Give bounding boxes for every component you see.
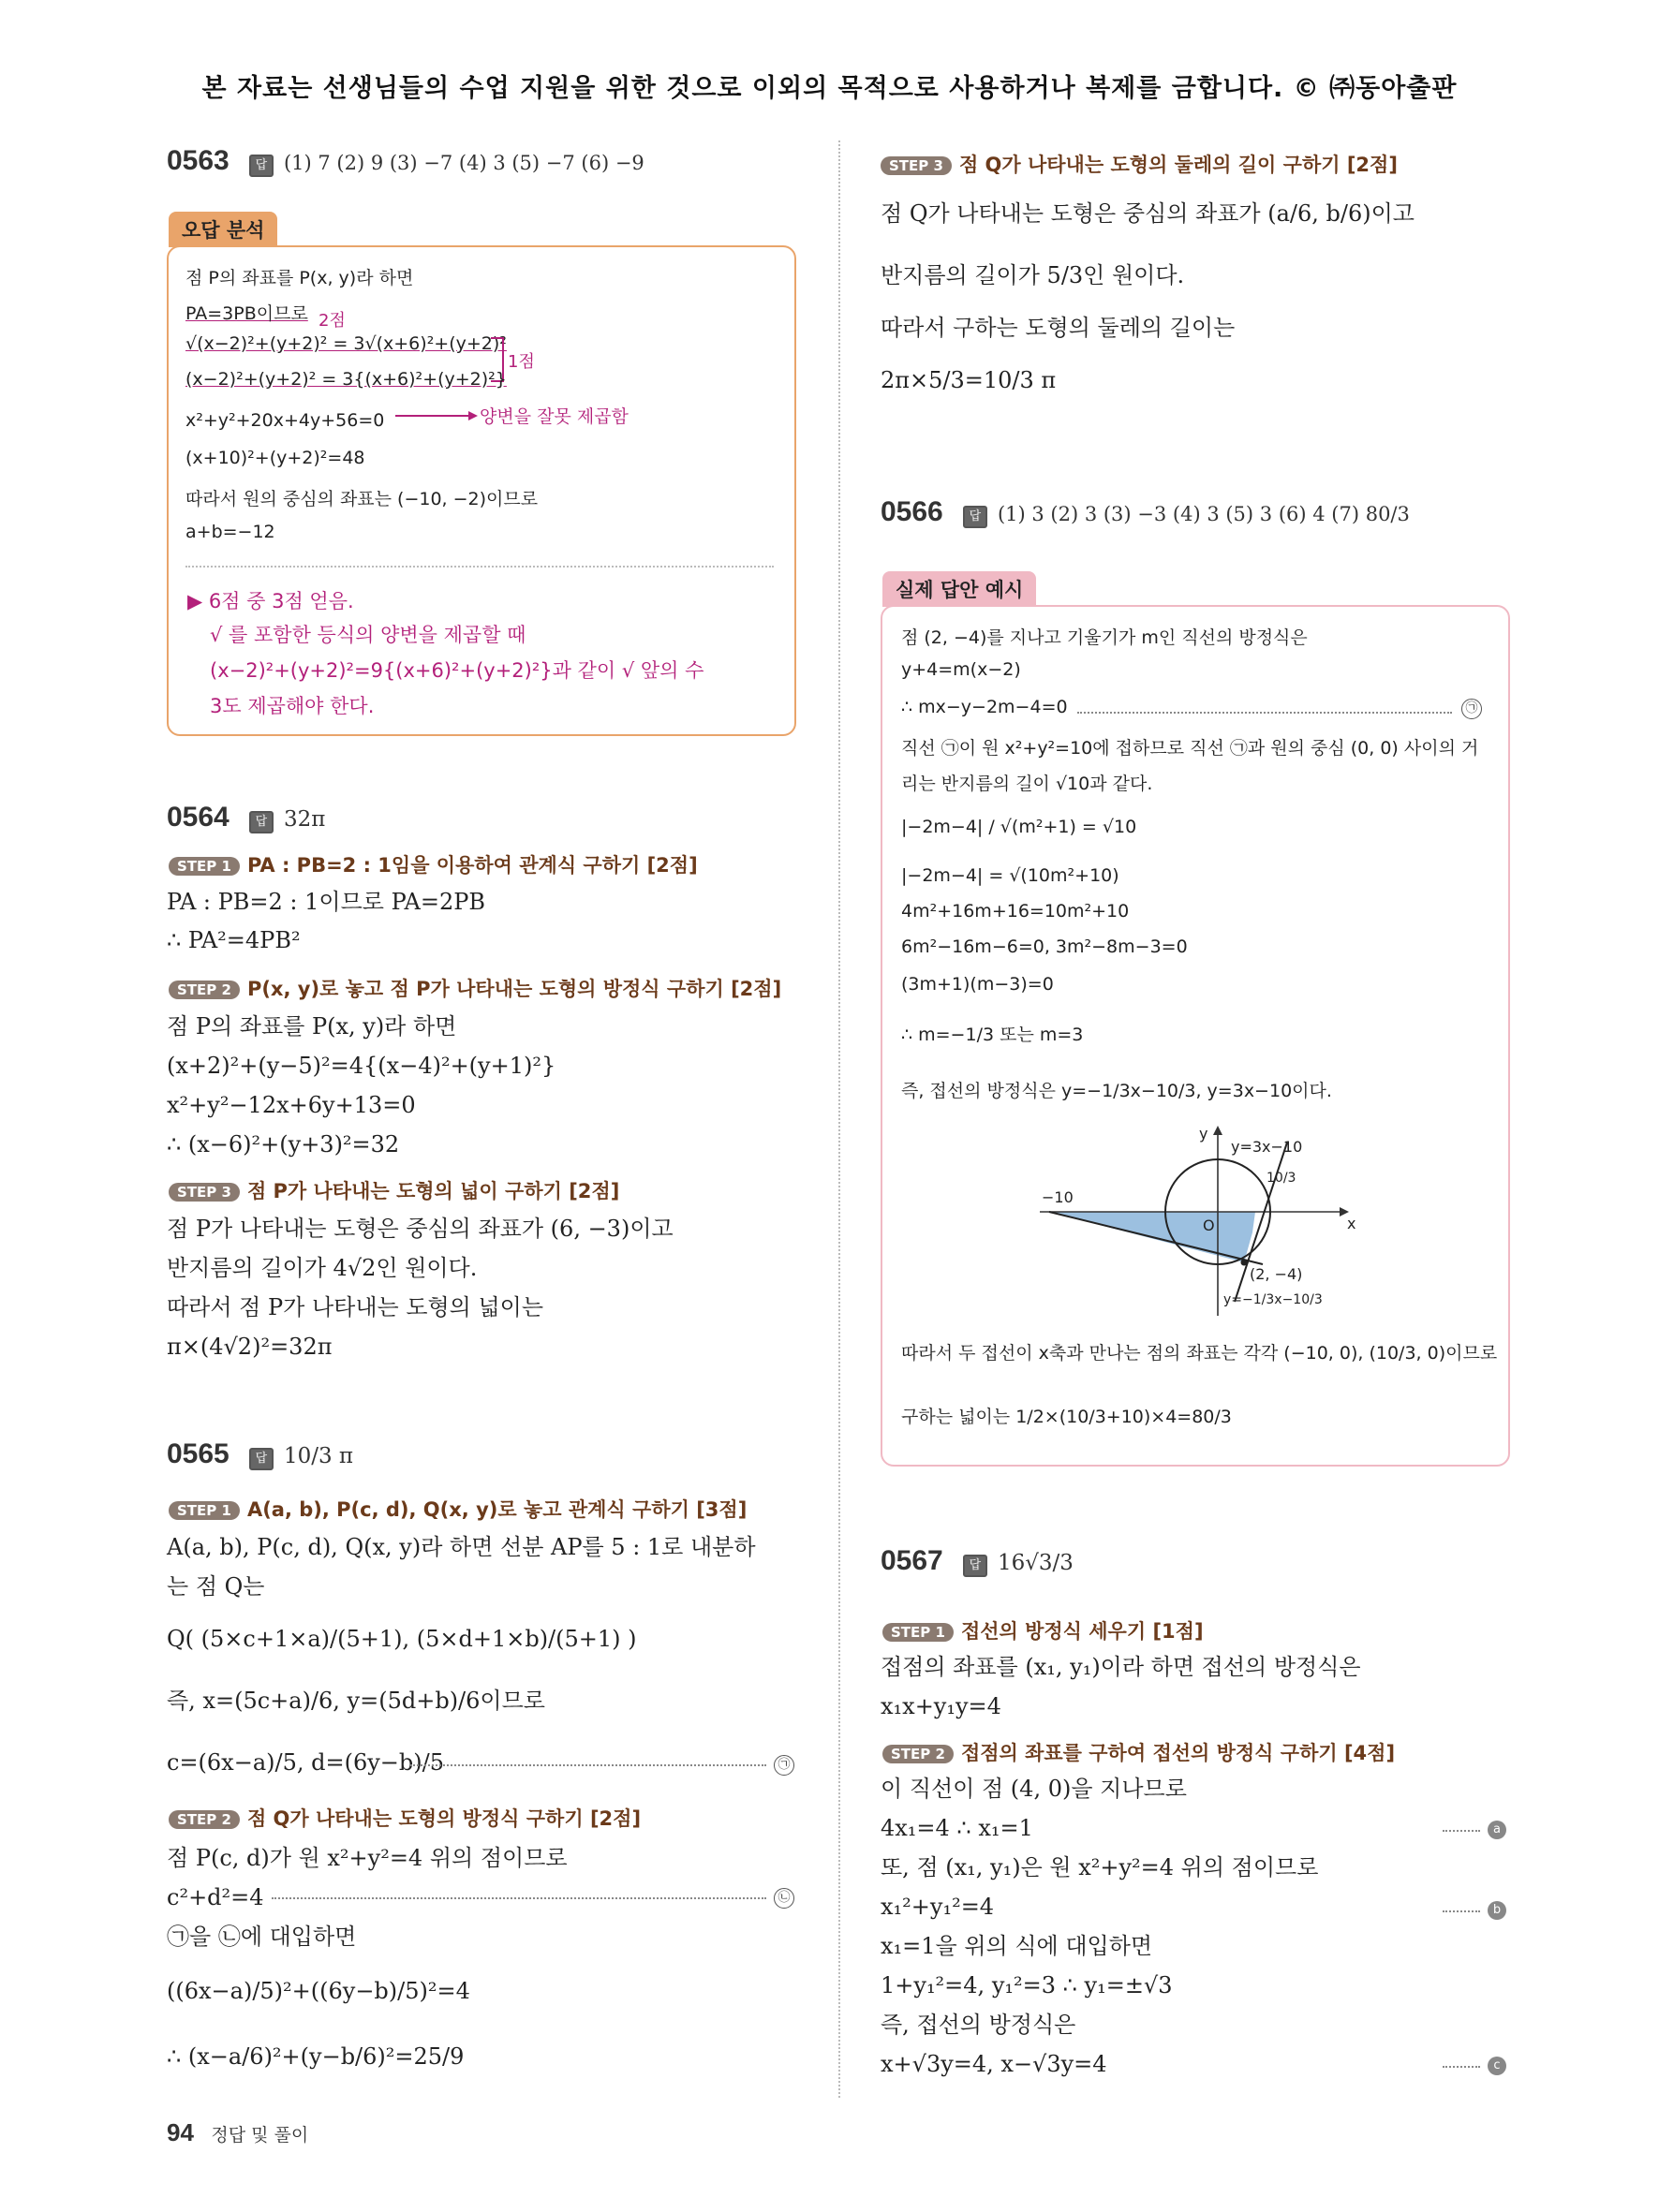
- p0565-s3-line-4: 2π×5/3=10/3 π: [881, 367, 1057, 393]
- s2-line-4: x₁²+y₁²=4: [881, 1894, 995, 1920]
- step-badge: STEP 1: [882, 1623, 954, 1642]
- answer: 32π: [283, 807, 326, 832]
- work-line-6: (x+10)²+(y+2)²=48: [185, 448, 365, 468]
- page-number: 94: [167, 2118, 194, 2146]
- s2-line-7: 즉, 접선의 방정식은: [881, 2012, 1076, 2038]
- p0565-s3-line-1: 점 Q가 나타내는 도형은 중심의 좌표가 (a/6, b/6)이고: [881, 200, 1415, 227]
- s1-line-5: c=(6x−a)/5, d=(6y−b)/5: [167, 1749, 444, 1776]
- y-axis-arrow: [1213, 1126, 1222, 1135]
- s1-line-1: 접점의 좌표를 (x₁, y₁)이라 하면 접선의 방정식은: [881, 1654, 1361, 1680]
- work-line-2: PA=3PB이므로: [185, 303, 308, 324]
- answer: 16√3/3: [997, 1551, 1074, 1575]
- s2-line-2: c²+d²=4: [167, 1884, 264, 1910]
- intercept-label-1: −10: [1042, 1188, 1074, 1206]
- feedback-line-2: √ 를 포함한 등식의 양변을 제곱할 때: [210, 624, 526, 646]
- answer-icon: 답: [249, 155, 274, 177]
- answers: (1) 7 (2) 9 (3) −7 (4) 3 (5) −7 (6) −9: [283, 152, 644, 174]
- sample-line-2: y+4=m(x−2): [901, 659, 1021, 680]
- marker-a: a: [1488, 1821, 1506, 1839]
- leader-dots: [410, 1764, 766, 1766]
- leader-dots: [1077, 712, 1452, 714]
- problem-number: 0564: [167, 802, 230, 833]
- sample-line-13: 따라서 두 접선이 x축과 만나는 점의 좌표는 각각 (−10, 0), (10/3, 0)이므로: [901, 1343, 1498, 1364]
- column-divider: [838, 140, 840, 2098]
- step-badge: STEP 1: [169, 857, 240, 876]
- s2-line-1: 점 P(c, d)가 원 x²+y²=4 위의 점이므로: [167, 1845, 568, 1871]
- s2-line-4: ∴ (x−6)²+(y+3)²=32: [167, 1131, 400, 1158]
- wrong-analysis-tag: 오답 분석: [169, 212, 277, 247]
- leader-dots: [1443, 1910, 1480, 1912]
- sample-line-7: |−2m−4| = √(10m²+10): [901, 865, 1119, 886]
- step-label: PA : PB=2 : 1임을 이용하여 관계식 구하기 [2점]: [246, 854, 698, 877]
- step-label: 접점의 좌표를 구하여 접선의 방정식 구하기 [4점]: [960, 1742, 1396, 1764]
- leader-dots: [272, 1897, 766, 1899]
- footer-title: 정답 및 풀이: [211, 2125, 309, 2146]
- step-badge: STEP 3: [881, 156, 952, 175]
- s1-line-2: ∴ PA²=4PB²: [167, 927, 301, 953]
- problem-0563-header: [167, 145, 644, 177]
- sample-line-5: 리는 반지름의 길이 √10과 같다.: [901, 774, 1153, 794]
- s3-line-1: 점 P가 나타내는 도형은 중심의 좌표가 (6, −3)이고: [167, 1216, 674, 1242]
- error-arrow: [393, 403, 478, 425]
- problem-0564-header: [167, 802, 325, 833]
- step-label: 점 P가 나타내는 도형의 넓이 구하기 [2점]: [246, 1180, 620, 1202]
- feedback-line-3: (x−2)²+(y+2)²=9{(x+6)²+(y+2)²}과 같이 √ 앞의 수: [210, 659, 704, 682]
- error-note: 양변을 잘못 제곱함: [480, 406, 629, 427]
- s1-line-4: 즉, x=(5c+a)/6, y=(5d+b)/6이므로: [167, 1688, 545, 1714]
- feedback-line-1: ▶ 6점 중 3점 얻음.: [187, 590, 354, 612]
- copyright-notice: 본 자료는 선생님들의 수업 지원을 위한 것으로 이외의 목적으로 사용하거나 복제를 금합니다. © ㈜동아출판: [201, 74, 1458, 103]
- step-badge: STEP 3: [169, 1183, 240, 1202]
- s2-line-3: 또, 점 (x₁, y₁)은 원 x²+y²=4 위의 점이므로: [881, 1854, 1319, 1880]
- feedback-line-4: 3도 제곱해야 한다.: [210, 695, 375, 717]
- work-line-7: 따라서 원의 중심의 좌표는 (−10, −2)이므로: [185, 489, 539, 509]
- s1-line-3: Q( (5×c+1×a)/(5+1), (5×d+1×b)/(5+1) ): [167, 1626, 637, 1652]
- s2-line-8: x+√3y=4, x−√3y=4: [881, 2051, 1107, 2077]
- answer-icon: 답: [249, 1448, 274, 1470]
- s2-line-6: 1+y₁²=4, y₁²=3 ∴ y₁=±√3: [881, 1972, 1173, 1998]
- step-1: [169, 850, 698, 878]
- s1-line-2: 는 점 Q는: [167, 1573, 265, 1600]
- y-axis-label: y: [1199, 1125, 1208, 1143]
- step-1: [169, 1495, 747, 1523]
- s2-line-5: x₁=1을 위의 식에 대입하면: [881, 1933, 1153, 1959]
- answer-icon: 답: [963, 506, 987, 528]
- step-label: 점 Q가 나타내는 도형의 둘레의 길이 구하기 [2점]: [958, 154, 1398, 176]
- score-mark-1: 1점: [508, 352, 535, 372]
- problem-number: 0567: [881, 1545, 943, 1576]
- s2-line-3: ㉠을 ㉡에 대입하면: [167, 1924, 357, 1950]
- s1-line-1: A(a, b), P(c, d), Q(x, y)라 하면 선분 AP를 5 : 1로 내분하: [167, 1534, 756, 1560]
- step-label: 점 Q가 나타내는 도형의 방정식 구하기 [2점]: [246, 1807, 642, 1830]
- sample-line-4: 직선 ㉠이 원 x²+y²=10에 접하므로 직선 ㉠과 원의 중심 (0, 0) 사이의 거: [901, 738, 1479, 759]
- step-badge: STEP 2: [169, 1810, 240, 1829]
- sample-line-8: 4m²+16m+16=10m²+10: [901, 901, 1130, 922]
- s2-line-2: (x+2)²+(y−5)²=4{(x−4)²+(y+1)²}: [167, 1053, 556, 1079]
- sample-line-11: ∴ m=−1/3 또는 m=3: [901, 1025, 1084, 1045]
- origin-label: O: [1203, 1217, 1215, 1234]
- step-badge: STEP 2: [169, 981, 240, 999]
- work-line-4: (x−2)²+(y+2)² = 3{(x+6)²+(y+2)²}: [185, 369, 507, 390]
- s2-line-2: 4x₁=4 ∴ x₁=1: [881, 1815, 1033, 1841]
- work-line-5: x²+y²+20x+4y+56=0: [185, 410, 385, 431]
- page-footer: [167, 2118, 308, 2147]
- step-2: [882, 1738, 1395, 1766]
- box-divider: [185, 566, 774, 568]
- step-2: [169, 1804, 641, 1832]
- intercept-label-2: 10/3: [1266, 1171, 1296, 1186]
- work-line-1: 점 P의 좌표를 P(x, y)라 하면: [185, 268, 414, 288]
- s3-line-4: π×(4√2)²=32π: [167, 1334, 333, 1360]
- step-label: P(x, y)로 놓고 점 P가 나타내는 도형의 방정식 구하기 [2점]: [246, 978, 782, 1000]
- s1-line-2: x₁x+y₁y=4: [881, 1693, 1001, 1719]
- sample-line-6: |−2m−4| / √(m²+1) = √10: [901, 817, 1137, 837]
- s1-line-1: PA : PB=2 : 1이므로 PA=2PB: [167, 889, 486, 915]
- marker-nieun: ㉡: [774, 1888, 794, 1909]
- s2-line-5: ∴ (x−a/6)²+(y−b/6)²=25/9: [167, 2043, 465, 2070]
- marker-c: c: [1488, 2057, 1506, 2075]
- sample-answer-tag: 실제 답안 예시: [882, 571, 1036, 607]
- tangent-point: [1241, 1260, 1248, 1266]
- marker-giyeok: ㉠: [774, 1755, 794, 1776]
- sample-line-9: 6m²−16m−6=0, 3m²−8m−3=0: [901, 936, 1188, 957]
- s2-line-4: ((6x−a)/5)²+((6y−b)/5)²=4: [167, 1978, 470, 2004]
- sample-line-14: 구하는 넓이는 1/2×(10/3+10)×4=80/3: [901, 1407, 1232, 1427]
- answer-icon: 답: [249, 811, 274, 833]
- work-line-3: √(x−2)²+(y+2)² = 3√(x+6)²+(y+2)²: [185, 333, 507, 354]
- step-label: A(a, b), P(c, d), Q(x, y)로 놓고 관계식 구하기 [3점]: [246, 1498, 748, 1521]
- step-badge: STEP 1: [169, 1501, 240, 1520]
- problem-0566-header: [881, 496, 1410, 528]
- work-line-8: a+b=−12: [185, 522, 275, 542]
- marker-giyeok: ㉠: [1461, 699, 1482, 719]
- step-2: [169, 974, 781, 1002]
- sample-line-12: 즉, 접선의 방정식은 y=−1/3x−10/3, y=3x−10이다.: [901, 1081, 1332, 1101]
- p0565-s3-line-3: 따라서 구하는 도형의 둘레의 길이는: [881, 315, 1236, 341]
- score-mark-2: 2점: [318, 311, 346, 331]
- step-label: 접선의 방정식 세우기 [1점]: [960, 1620, 1204, 1643]
- problem-number: 0563: [167, 145, 230, 176]
- s3-line-3: 따라서 점 P가 나타내는 도형의 넓이는: [167, 1294, 544, 1320]
- problem-0565-header: [167, 1438, 353, 1470]
- s2-line-1: 이 직선이 점 (4, 0)을 지나므로: [881, 1776, 1187, 1802]
- sample-line-3: ∴ mx−y−2m−4=0: [901, 697, 1068, 717]
- p0565-step-3: [881, 150, 1398, 178]
- tangent-graph: [1030, 1124, 1368, 1320]
- s2-line-1: 점 P의 좌표를 P(x, y)라 하면: [167, 1013, 457, 1040]
- p0565-s3-line-2: 반지름의 길이가 5/3인 원이다.: [881, 262, 1185, 288]
- step-badge: STEP 2: [882, 1745, 954, 1763]
- s3-line-2: 반지름의 길이가 4√2인 원이다.: [167, 1255, 478, 1281]
- s2-line-3: x²+y²−12x+6y+13=0: [167, 1092, 416, 1118]
- marker-b: b: [1488, 1901, 1506, 1920]
- step-1: [882, 1616, 1204, 1644]
- point-label: (2, −4): [1250, 1265, 1303, 1283]
- x-axis-label: x: [1347, 1215, 1356, 1232]
- problem-0567-header: [881, 1545, 1074, 1577]
- leader-dots: [1443, 1830, 1480, 1832]
- problem-number: 0565: [167, 1438, 230, 1469]
- problem-number: 0566: [881, 496, 943, 527]
- leader-dots: [1443, 2066, 1480, 2068]
- answer-icon: 답: [963, 1555, 987, 1577]
- sample-line-10: (3m+1)(m−3)=0: [901, 974, 1054, 995]
- sample-line-1: 점 (2, −4)를 지나고 기울기가 m인 직선의 방정식은: [901, 627, 1308, 648]
- line1-label: y=3x−10: [1231, 1138, 1303, 1156]
- answer: 10/3 π: [283, 1444, 354, 1468]
- step-3: [169, 1176, 619, 1204]
- line2-label: y=−1/3x−10/3: [1223, 1292, 1323, 1307]
- answers: (1) 3 (2) 3 (3) −3 (4) 3 (5) 3 (6) 4 (7) 80/3: [997, 503, 1410, 525]
